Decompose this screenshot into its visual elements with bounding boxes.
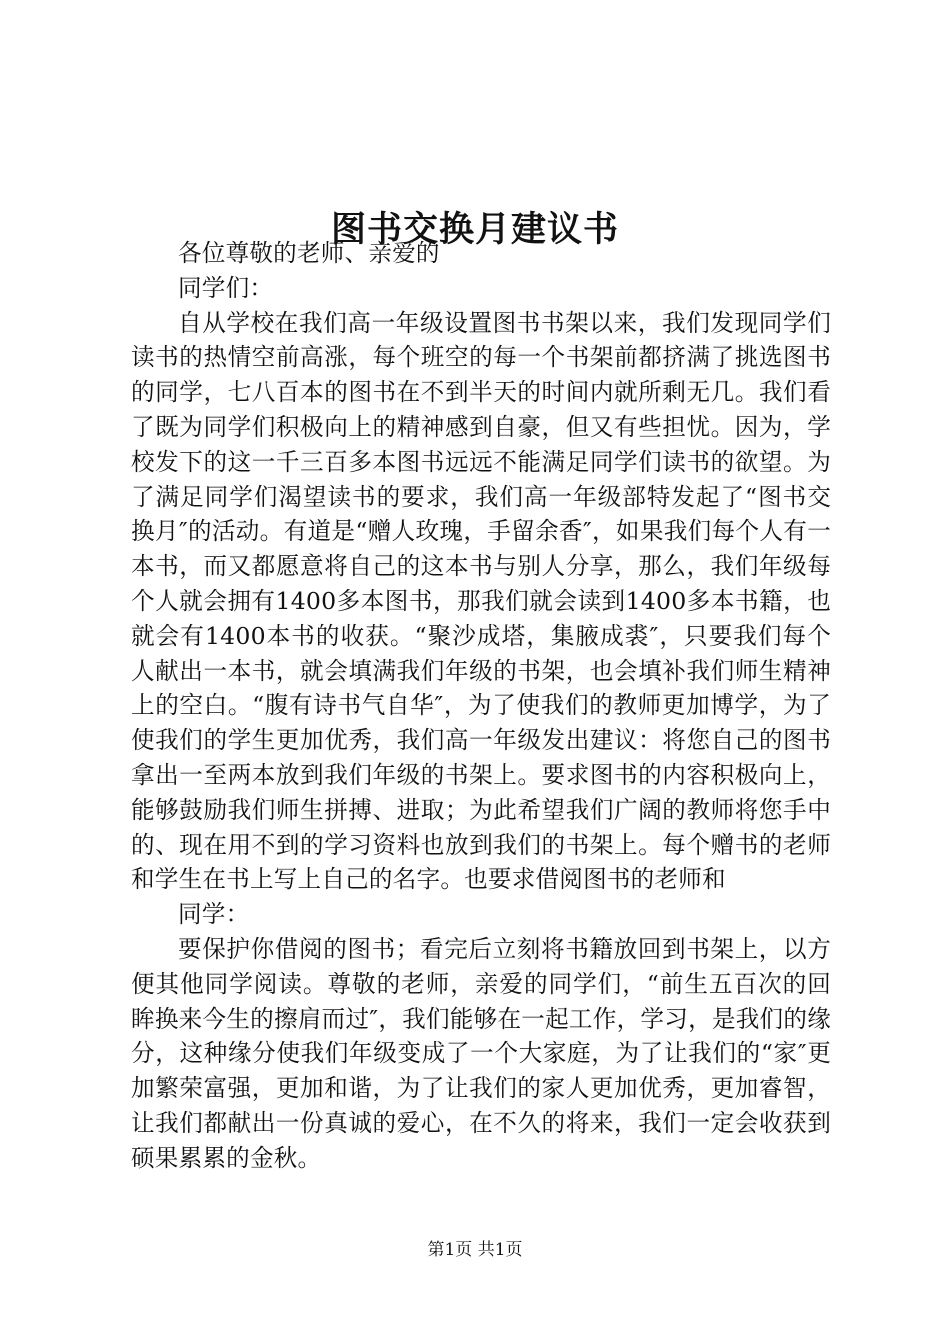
salutation-line-1: 各位尊敬的老师、亲爱的	[178, 239, 440, 267]
document-body	[131, 236, 831, 1176]
salutation-line-2: 同学们：	[178, 273, 274, 302]
document-title: 图书交换月建议书	[330, 209, 619, 251]
body-paragraph-2: 同学：	[178, 900, 250, 929]
body-paragraph-1: 自从学校在我们高一年级设置图书书架以来，我们发现同学们读书的热情空前高涨，每个班空的每一个书架前都挤满了挑选图书的同学，七八百本的图书在不到半天的时间内就所剩无几。我们看了既为同学们积极向上的精神感到自豪，但又有些担忧。因为，学校发下的这一千三百多本图书远远不能满足同学们读书的欲望。为了满足同学们渴望读书的要求，我们高一年级部特发起了“图书交换月″的活动。有道是“赠人玫瑰，手留余香″，如果我们每个人有一本书，而又都愿意将自己的这本书与别人分享，那么，我们年级每个人就会拥有1400多本图书，那我们就会读到1400多本书籍，也就会有1400本书的收获。“聚沙成塔，集腋成裘″，只要我们每个人献出一本书，就会填满我们年级的书架，也会填补我们师生精神上的空白。“腹有诗书气自华″，为了使我们的教师更加博学，为了使我们的学生更加优秀，我们高一年级发出建议：将您自己的图书拿出一至两本放到我们年级的书架上。要求图书的内容积极向上，能够鼓励我们师生拼搏、进取；为此希望我们广阔的教师将您手中的、现在用不到的学习资料也放到我们的书架上。每个赠书的老师和学生在书上写上自己的名字。也要求借阅图书的老师和	[131, 308, 831, 894]
page-footer: 第1页 共1页	[427, 1240, 523, 1260]
body-paragraph-3: 要保护你借阅的图书；看完后立刻将书籍放回到书架上，以方便其他同学阅读。尊敬的老师，亲爱的同学们，“前生五百次的回眸换来今生的擦肩而过″，我们能够在一起工作，学习，是我们的缘分，这种缘分使我们年级变成了一个大家庭，为了让我们的“家″更加繁荣富强，更加和谐，为了让我们的家人更加优秀，更加睿智，让我们都献出一份真诚的爱心，在不久的将来，我们一定会收获到硕果累累的金秋。	[131, 934, 831, 1172]
